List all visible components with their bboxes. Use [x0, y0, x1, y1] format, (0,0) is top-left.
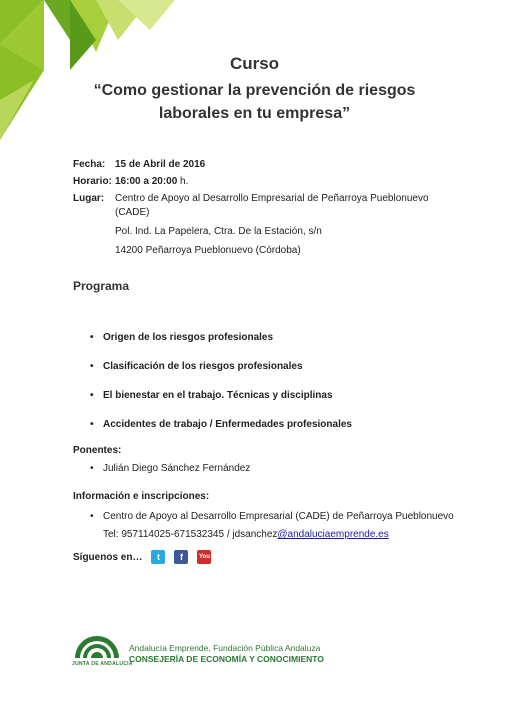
horario-row	[73, 175, 443, 189]
contact-line	[103, 529, 389, 540]
lugar-label: Lugar:	[73, 193, 105, 204]
lugar-value	[115, 192, 443, 263]
social-bar	[73, 550, 211, 564]
list-item: • Clasificación de los riesgos profesionales	[90, 360, 352, 373]
programa-list	[90, 331, 352, 447]
email-link[interactable]: @andaluciaemprende.es	[277, 529, 389, 540]
informacion-list	[90, 510, 454, 523]
phone-text: Tel: 957114025-671532345 / jdsanchez	[103, 529, 278, 540]
footer-logo	[72, 628, 324, 665]
title-block	[0, 53, 509, 125]
footer-texts	[129, 643, 324, 665]
horario-value	[115, 175, 443, 189]
course-title-line-2: laborales en tu empresa”	[158, 105, 351, 122]
horario-suffix: h.	[177, 176, 189, 187]
lugar-line: Pol. Ind. La Papelera, Ctra. De la Estación, s/n	[115, 226, 322, 237]
facebook-icon[interactable]: f	[174, 550, 188, 564]
course-kicker: Curso	[229, 54, 280, 73]
twitter-icon[interactable]: t	[151, 550, 165, 564]
horario-time: 16:00 a 20:00	[115, 176, 178, 187]
social-label: Síguenos en…	[73, 551, 143, 563]
list-item: • Accidentes de trabajo / Enfermedades profesionales	[90, 418, 352, 431]
youtube-icon[interactable]: You	[197, 550, 211, 564]
course-title-line-1: “Como gestionar la prevención de riesgos	[93, 82, 416, 99]
informacion-heading: Información e inscripciones:	[73, 491, 210, 502]
lugar-line: 14200 Peñarroya Pueblonuevo (Córdoba)	[115, 245, 301, 256]
event-details	[73, 158, 443, 266]
ponentes-list	[90, 463, 250, 474]
footer-line-1: Andalucía Emprende, Fundación Pública Andaluza	[129, 643, 321, 653]
course-title	[0, 79, 509, 125]
junta-text: JUNTA DE ANDALUCIA	[72, 661, 133, 667]
fecha-label: Fecha:	[73, 159, 106, 170]
junta-andalucia-logo-icon	[72, 628, 122, 662]
lugar-row	[73, 192, 443, 263]
ponentes-heading: Ponentes:	[73, 445, 122, 456]
fecha-row	[73, 158, 443, 172]
list-item: • Julián Diego Sánchez Fernández	[90, 463, 250, 474]
footer-line-2: CONSEJERÍA DE ECONOMÍA Y CONOCIMIENTO	[129, 654, 324, 664]
list-item: • El bienestar en el trabajo. Técnicas y disciplinas	[90, 389, 352, 402]
list-item: • Origen de los riesgos profesionales	[90, 331, 352, 344]
horario-label: Horario:	[73, 176, 112, 187]
programa-heading: Programa	[73, 279, 130, 293]
list-item: • Centro de Apoyo al Desarrollo Empresarial (CADE) de Peñarroya Pueblonuevo	[90, 510, 454, 523]
fecha-value: 15 de Abril de 2016	[115, 159, 206, 170]
lugar-line: Centro de Apoyo al Desarrollo Empresarial de Peñarroya Pueblonuevo (CADE)	[115, 193, 429, 218]
